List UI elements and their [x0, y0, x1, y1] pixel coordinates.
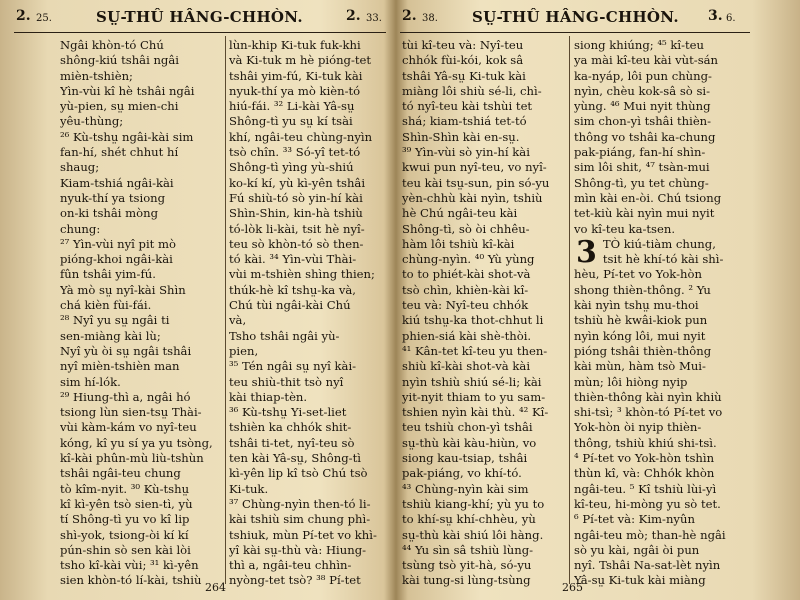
text-line: tsiong lùn sien-tsṳ Thài- — [60, 405, 202, 420]
text-line: Kiam-tshiá ngâi-kài — [60, 175, 174, 190]
text-line: tshâi ngâi-teu chung — [60, 466, 181, 481]
text-line: ³⁵ Tén ngâi sṳ nyî kài- — [229, 359, 357, 374]
text-line: thièn-thông kài nyìn khiù — [574, 389, 722, 404]
verse-number: 38. — [422, 13, 438, 24]
text-line: Shông-tì, sò òi chhêu- — [402, 221, 530, 236]
text-line: shi-tsì; ³ khòn-tó Pí-tet vo — [574, 405, 723, 420]
text-line: ko-kí kí, yù kì-yên tshâi — [229, 175, 366, 190]
chapter-number: 2. — [16, 8, 31, 24]
text-line: yêu-thùng; — [60, 114, 124, 129]
text-line: shá; kiam-tshiá tet-tó — [402, 114, 527, 129]
text-line: ka-nyáp, lôi pun chùng- — [574, 68, 712, 83]
text-line: nyî mièn-tshièn man — [60, 359, 180, 374]
text-line: to khí-sṳ khí-chhèu, yù — [402, 512, 536, 527]
text-line: teu sò khòn-tó sò then- — [229, 236, 364, 251]
text-line: shì-yok, tsiong-òi kí kí — [60, 527, 189, 542]
text-line: vùi kàm-kám vo nyî-teu — [60, 420, 197, 435]
text-line: fûn tshâi yim-fú. — [60, 267, 156, 282]
text-line: hè Chú ngâi-teu kài — [402, 206, 518, 221]
text-line: sien khòn-tó lí-kài, tshiù — [60, 573, 202, 588]
text-line: miàng lôi shiù sé-li, chì- — [402, 83, 542, 98]
text-line: teu kài tsṳ-sun, pin só-yu — [402, 175, 550, 190]
text-line: pún-shin sò sen kài lòi — [60, 542, 191, 557]
text-line: chùng-nyìn. ⁴⁰ Yù yùng — [402, 252, 535, 267]
text-column-right-2 — [574, 38, 740, 590]
text-line: ²⁶ Kù-tshṳ ngâi-kài sim — [60, 129, 194, 144]
text-line: ²⁸ Nyî yu sṳ ngâi ti — [60, 313, 170, 328]
text-line: Shìn-Shin, kin-hà tshiù — [229, 206, 363, 221]
text-line: tshâi Yâ-sṳ Ki-tuk kài — [402, 68, 526, 83]
verse-number: 25. — [36, 13, 52, 24]
text-line: tsùng tsò yit-hà, só-yu — [402, 558, 532, 573]
column-divider — [225, 36, 226, 584]
text-line: ⁴⁴ Yu sìn sâ tshiù lùng- — [402, 542, 534, 557]
text-line: tsho kî-kài vùi; ³¹ kì-yên — [60, 558, 199, 573]
text-line: Yok-hòn òi nyip thièn- — [574, 420, 702, 435]
text-line: kî-kài phûn-mù liù-tshùn — [60, 451, 204, 466]
text-line: TÒ kiú-tiàm chung, — [602, 236, 716, 251]
text-line: Ki-tuk. — [229, 481, 269, 496]
text-line: thông, tshiù khiú shi-tsì. — [574, 435, 717, 450]
text-line: tò kîm-nyit. ³⁰ Kù-tshṳ — [60, 481, 190, 496]
text-line: mùn; lôi hiòng nyip — [574, 374, 688, 389]
left-page-header — [0, 8, 392, 32]
text-line: kî kì-yên tsò sien-tì, yù — [60, 496, 193, 511]
header-rule — [400, 32, 750, 33]
text-line: sen-miàng kài lù; — [60, 328, 161, 343]
text-line: ²⁹ Hiung-thì a, ngâi hó — [60, 389, 191, 404]
text-line: ya mài kî-teu kài vùt-sán — [574, 53, 719, 68]
text-line: kài tung-si lùng-tsùng — [402, 573, 531, 588]
text-line: khí, ngâi-teu chùng-nyìn — [229, 129, 373, 144]
text-line: sim chon-yì tshâi thièn- — [574, 114, 712, 129]
text-line: sṳ-thù kài kàu-hiùn, vo — [402, 435, 537, 450]
text-line: Nyî yù òi sṳ ngâi tshâi — [60, 343, 192, 358]
text-line: tshiuk, mùn Pí-tet vo khì- — [229, 527, 377, 542]
page-number: 265 — [562, 581, 583, 594]
text-line: kài thiap-tèn. — [229, 389, 308, 404]
text-line: pak-piáng, fan-hí shìn- — [574, 145, 706, 160]
text-line: tsò chìn, khièn-kài kî- — [402, 282, 529, 297]
text-line: kwui pun nyî-teu, vo nyî- — [402, 160, 547, 175]
text-line: hàm lôi tshiù kî-kài — [402, 236, 515, 251]
text-line: yit-nyit thiam to yu sam- — [402, 389, 546, 404]
text-line: tí Shông-tì yu vo kî lip — [60, 512, 190, 527]
text-line: yî kài sṳ-thù và: Hiung- — [229, 542, 367, 557]
text-line: tshâi yim-fú, Ki-tuk kài — [229, 68, 363, 83]
text-line: thùn kî, và: Chhók khòn — [574, 466, 715, 481]
text-line: chung: — [60, 221, 101, 236]
text-line: kì-yên lip kî tsò Chú tsò — [229, 466, 368, 481]
text-line: hiú-fái. ³² Li-kài Yâ-sṳ — [229, 99, 355, 114]
text-line: Yà mò sṳ nyî-kài Shìn — [60, 282, 186, 297]
text-line: shaug; — [60, 160, 100, 175]
text-line: kài nyìn tshṳ mu-thoi — [574, 298, 699, 313]
text-line: hèu, Pí-tet vo Yok-hòn — [574, 267, 702, 282]
chapter-number-right: 3. — [708, 8, 723, 24]
text-line: vo kî-teu ka-tsen. — [574, 221, 676, 236]
text-line: kóng, kî yu sí ya yu tsòng, — [60, 435, 213, 450]
text-line: siong kau-tsiap, tshâi — [402, 451, 528, 466]
text-line: tet-kiù kài nyìn mui nyit — [574, 206, 715, 221]
text-line: lùn-khip Ki-tuk fuk-khi — [229, 38, 361, 52]
text-line: nyòng-tet tsò? ³⁸ Pí-tet — [229, 573, 361, 588]
text-line: Shông-tì yìng yù-shiú — [229, 160, 354, 175]
text-line: nyuk-thí ya tsiong — [60, 190, 166, 205]
running-title: SṲ-THÛ HÂNG-CHHÒN. — [472, 8, 679, 26]
text-line: ³⁶ Kù-tshṳ Yi-set-liet — [229, 405, 347, 420]
text-line: ⁴³ Chùng-nyìn kài sim — [402, 481, 529, 496]
text-line: thì a, ngâi-teu chhìn- — [229, 558, 352, 573]
header-rule — [14, 32, 386, 33]
verse-number-right: 33. — [366, 13, 382, 24]
text-line: tshièn ka chhók shit- — [229, 420, 352, 435]
text-line: tùi kî-teu và: Nyî-teu — [402, 38, 524, 52]
left-page — [0, 0, 392, 600]
text-line: sim lôi shit, ⁴⁷ tsàn-mui — [574, 160, 710, 175]
text-line: thông vo tshâi ka-chung — [574, 129, 716, 144]
text-line: Yìn-vùi kî hè tshâi ngâi — [60, 83, 195, 98]
text-line: ³⁷ Chùng-nyìn then-tó li- — [229, 496, 371, 511]
text-column-right-1 — [402, 38, 566, 590]
text-line: ngâi-teu. ⁵ Kî tshiù lùi-yì — [574, 481, 717, 496]
running-title: SṲ-THÛ HÂNG-CHHÒN. — [96, 8, 303, 26]
text-line: pióng-khoi ngâi-kài — [60, 252, 173, 267]
chapter-numeral: 3 — [576, 234, 597, 270]
text-line: yèn-chhù kài nyìn, tshiù — [402, 190, 543, 205]
text-line: siong khiúng; ⁴⁵ kî-teu — [574, 38, 704, 52]
text-line: thúk-hè kî tshṳ-ka và, — [229, 282, 356, 297]
text-line: tó-lòk li-kài, tsit hè nyî- — [229, 221, 365, 236]
text-line: vùi m-tshièn shìng thien; — [229, 267, 375, 282]
text-line: teu tshiù chon-yì tshâi — [402, 420, 533, 435]
text-line: nyuk-thí ya mò kièn-tó — [229, 83, 361, 98]
text-line: pak-piáng, vo khí-tó. — [402, 466, 522, 481]
text-line: Shông-tì yu sṳ kí tsài — [229, 114, 353, 129]
text-line: yù-pien, sṳ mien-chi — [60, 99, 179, 114]
text-line: ten kài Yâ-sṳ, Shông-tì — [229, 451, 361, 466]
text-line: ⁴¹ Kân-tet kî-teu yu then- — [402, 343, 548, 358]
text-line: kiú tshṳ-ka thot-chhut li — [402, 313, 544, 328]
text-line: chhók fùi-kói, kok sâ — [402, 53, 524, 68]
text-line: chá kièn fùi-fái. — [60, 298, 152, 313]
text-line: Fú shiù-tó sò yin-hí kài — [229, 190, 363, 205]
chapter-number: 2. — [402, 8, 417, 24]
text-line: nyî. Tshâi Na-sat-lèt nyìn — [574, 558, 721, 573]
text-line: Shông-tì, yu tet chùng- — [574, 175, 709, 190]
text-line: tó nyî-teu kài tshùi tet — [402, 99, 533, 114]
text-line: tshiù kiang-khí; yù yu to — [402, 496, 545, 511]
text-line: sò yu kài, ngâi òi pun — [574, 542, 700, 557]
text-line: tshiù hè kwâi-kiok pun — [574, 313, 708, 328]
text-line: Chú tùi ngâi-kài Chú — [229, 298, 351, 313]
text-line: sṳ-thù kài shiú lôi hàng. — [402, 527, 544, 542]
text-line: yùng. ⁴⁶ Mui nyit thùng — [574, 99, 711, 114]
text-line: kài tshiù sim chung phì- — [229, 512, 371, 527]
text-line: tsit hè khí-tó kài shì- — [602, 252, 724, 267]
text-line: kài mùn, hàm tsò Mui- — [574, 359, 706, 374]
text-line: Yâ-sṳ Ki-tuk kài miàng — [574, 573, 706, 588]
text-line: nyìn, chèu kok-sâ sò si- — [574, 83, 711, 98]
text-line: shiù kî-kài shot-và kài — [402, 359, 531, 374]
text-line: teu shiù-thit tsò nyî — [229, 374, 344, 389]
page-number: 264 — [205, 581, 226, 594]
right-page — [396, 0, 800, 600]
text-line: to to phiét-kài shot-và — [402, 267, 531, 282]
text-line: tshâi ti-tet, nyî-teu sò — [229, 435, 355, 450]
text-line: Shìn-Shìn kài en-sṳ. — [402, 129, 520, 144]
text-line: shông-kiú tshâi ngâi — [60, 53, 179, 68]
text-line: shong thièn-thông. ² Yu — [574, 282, 711, 297]
text-line: tó kài. ³⁴ Yìn-vùi Thài- — [229, 252, 357, 267]
text-line: phien-siá kài shè-thòi. — [402, 328, 532, 343]
text-line: nyìn tshiù shiú sé-li; kài — [402, 374, 542, 389]
text-line: pien, — [229, 343, 259, 358]
text-line: teu và: Nyî-teu chhók — [402, 298, 529, 313]
column-divider — [569, 36, 570, 584]
text-line: on-ki tshâi mòng — [60, 206, 159, 221]
text-line: tshien nyìn kài thù. ⁴² Kî- — [402, 405, 549, 420]
chapter-number-right: 2. — [346, 8, 361, 24]
text-line: và Ki-tuk m hè pióng-tet — [229, 53, 372, 68]
text-line: tsò chîn. ³³ Só-yî tet-tó — [229, 145, 361, 160]
text-line: mièn-tshièn; — [60, 68, 133, 83]
text-line: Ngâi khòn-tó Chú — [60, 38, 164, 52]
right-page-header — [396, 8, 800, 32]
text-line: ⁴ Pí-tet vo Yok-hòn tshìn — [574, 451, 715, 466]
text-column-left-1 — [60, 38, 222, 590]
text-line: sim hí-lók. — [60, 374, 121, 389]
verse-number-right: 6. — [726, 13, 736, 24]
text-line: pióng tshâi thièn-thông — [574, 343, 712, 358]
text-line: ²⁷ Yìn-vùi nyî pit mò — [60, 236, 176, 251]
text-line: kî-teu, hi-mòng yu sò tet. — [574, 496, 721, 511]
text-line: và, — [229, 313, 247, 328]
text-line: ngâi-teu mò; than-hè ngâi — [574, 527, 726, 542]
text-line: fan-hí, shét chhut hí — [60, 145, 179, 160]
text-column-left-2 — [229, 38, 387, 590]
text-line: ³⁹ Yìn-vùi sò yin-hí kài — [402, 145, 530, 160]
text-line: Tsho tshâi ngâi yù- — [229, 328, 340, 343]
text-line: mìn kài en-òi. Chú tsiong — [574, 190, 722, 205]
text-line: nyìn kóng lôi, mui nyit — [574, 328, 706, 343]
text-line: ⁶ Pí-tet và: Kim-nyûn — [574, 512, 695, 527]
